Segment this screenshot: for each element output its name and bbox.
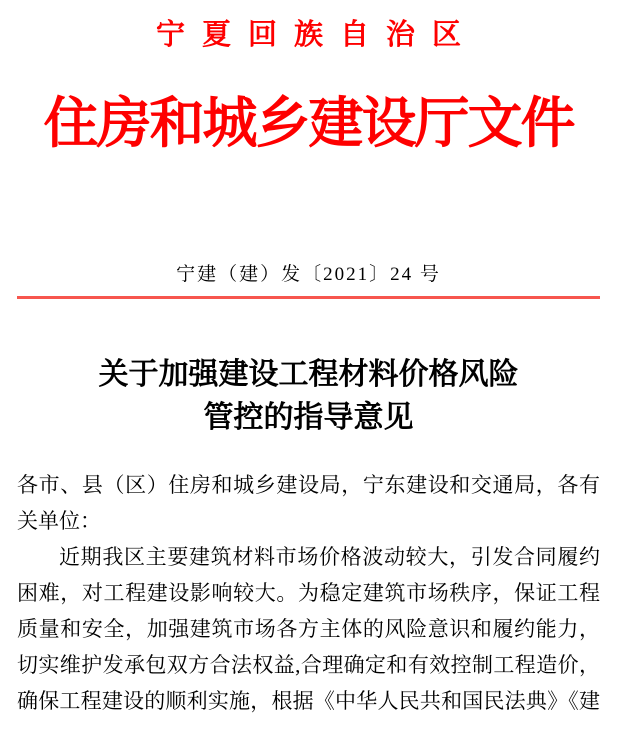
document-title-line-1: 关于加强建设工程材料价格风险: [98, 358, 519, 391]
body-line-paragraph-2: 困难，对工程建设影响较大。为稳定建筑市场秩序，保证工程: [17, 581, 600, 605]
document-body: [0, 467, 617, 719]
body-line-salutation-2: 关单位：: [17, 509, 101, 533]
red-divider-line: [17, 296, 600, 299]
issuing-department-banner: 住房和城乡建设厅文件: [43, 93, 574, 154]
body-line-paragraph-1: 近期我区主要建筑材料市场价格波动较大，引发合同履约: [59, 545, 600, 569]
document-title: [0, 353, 617, 439]
document-number: 宁建（建）发〔2021〕24 号: [176, 264, 441, 285]
issuing-region-name: 宁夏回族自治区: [155, 19, 478, 51]
body-line-paragraph-3: 质量和安全，加强建筑市场各方主体的风险意识和履约能力，: [17, 617, 600, 641]
body-line-salutation-1: 各市、县（区）住房和城乡建设局，宁东建设和交通局，各有: [17, 473, 600, 497]
body-line-paragraph-4: 切实维护发承包双方合法权益,合理确定和有效控制工程造价，: [17, 653, 600, 677]
document-title-line-2: 管控的指导意见: [203, 401, 414, 434]
body-line-paragraph-5: 确保工程建设的顺利实施，根据《中华人民共和国民法典》《建: [17, 689, 600, 713]
